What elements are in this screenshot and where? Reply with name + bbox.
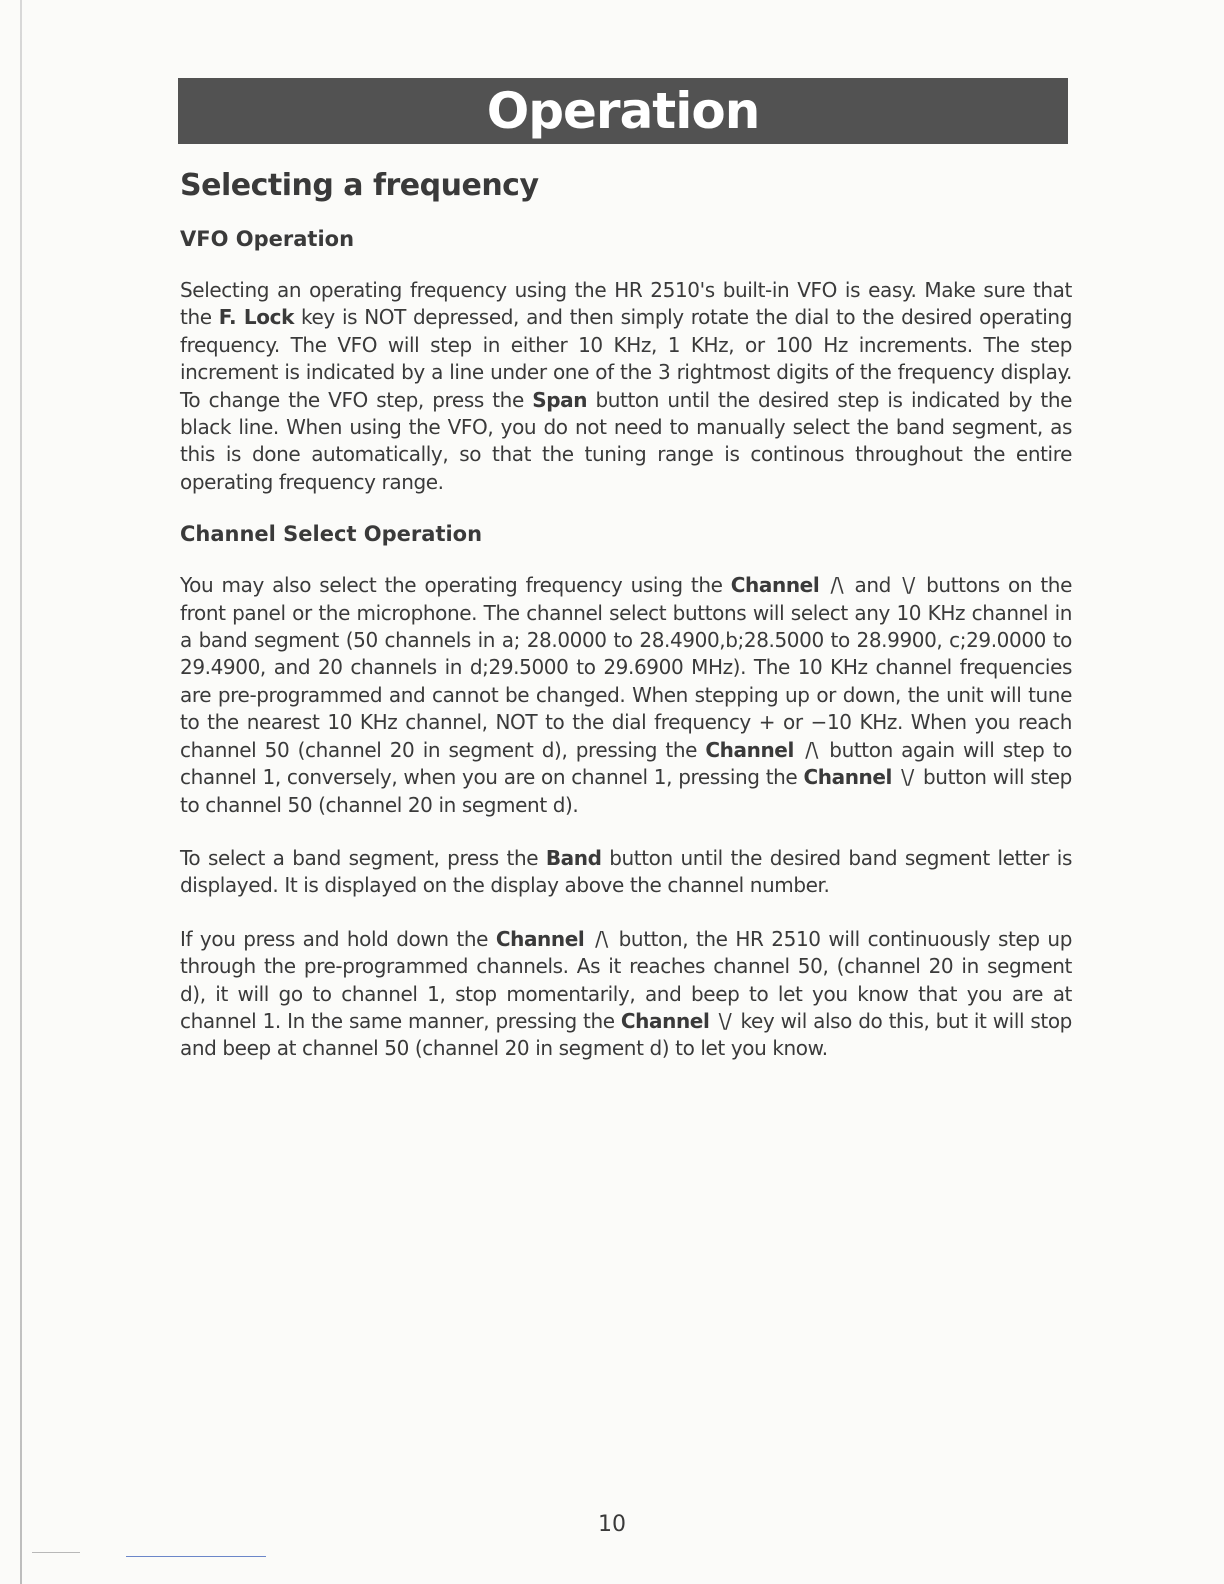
text-run: buttons on the front panel or the microphone. The channel select buttons will select any 10 KHz channel in a band segment (50 channels in a; 28.0000 to 28.4900,b;28.5000 to 28.9900, c;29.0000 to 29.4900, and 20 channels in d;29.5000 to 29.6900 MHz). The 10 KHz channel frequencies are pre-programmed and cannot be changed. When stepping up or down, the unit will tune to the nearest 10 KHz channel, NOT to the dial frequency + or −10 KHz. When you reach channel 50 (channel 20 in segment d), pressing the [180, 573, 1072, 762]
text-run: button will step to channel 50 (channel 20 in segment d). [180, 765, 1072, 817]
channel-paragraph-3 [180, 926, 1072, 1063]
page-content [180, 168, 1072, 1089]
up-arrow-icon: /\ [595, 926, 608, 951]
text-run: and [846, 573, 900, 598]
text-run: If you press and hold down the [180, 926, 496, 951]
channel-heading: Channel Select Operation [180, 522, 483, 547]
channel-paragraph-2 [180, 845, 1072, 900]
key-name-channel: Channel [705, 737, 794, 762]
down-arrow-icon: \/ [901, 765, 914, 790]
vfo-paragraph [180, 277, 1072, 496]
text-run: button, the HR 2510 will continuously step up through the pre-programmed channels. As it reaches channel 50, (channel 20 in segment d), it will go to channel 1, stop momentarily, and beep to let you know that you are at channel 1. In the same manner, pressing the [180, 926, 1072, 1033]
text-run: button again will step to channel 1, conversely, when you are on channel 1, pressing the [180, 737, 1072, 790]
down-arrow-icon: \/ [902, 573, 915, 598]
up-arrow-icon: /\ [830, 573, 844, 598]
channel-paragraph-1 [180, 572, 1072, 819]
key-name-channel: Channel [620, 1008, 710, 1033]
text-run: key is NOT depressed, and then simply rotate the dial to the desired operating frequency. The VFO will step in either 10 KHz, 1 KHz, or 100 Hz increments. The step increment is indicated by a line under one of the 3 rightmost digits of the frequency display. To change the VFO step, press the [180, 305, 1072, 412]
key-name-band: Band [545, 845, 602, 870]
text-run: key wil also do this, but it will stop and beep at channel 50 (channel 20 in segment d) to let you know. [180, 1008, 1072, 1061]
key-name-span: Span [532, 387, 588, 412]
chapter-title: Operation [486, 82, 760, 140]
key-name-f-lock: F. Lock [218, 305, 294, 330]
text-run: You may also select the operating frequency using the [180, 573, 731, 598]
up-arrow-icon: /\ [805, 737, 818, 762]
scan-mark [32, 1552, 80, 1553]
scan-edge [20, 0, 22, 1584]
chapter-banner [178, 78, 1068, 144]
page-number: 10 [598, 1512, 626, 1537]
key-name-channel: Channel [803, 765, 893, 790]
text-run: Selecting an operating frequency using the HR 2510's built-in VFO is easy. Make sure that the [180, 278, 1072, 330]
scan-underline [126, 1556, 266, 1557]
text-run: button until the desired band segment letter is displayed. It is displayed on the display above the channel number. [180, 845, 1072, 898]
key-name-channel: Channel [730, 573, 820, 598]
vfo-heading: VFO Operation [180, 227, 355, 251]
down-arrow-icon: \/ [718, 1008, 732, 1033]
section-title: Selecting a frequency [180, 168, 539, 203]
text-run: button until the desired step is indicated by the black line. When using the VFO, you do not need to manually select the band segment, as this is done automatically, so that the tuning range is continous throughout the entire operating frequency range. [180, 387, 1073, 494]
key-name-channel: Channel [495, 926, 585, 951]
text-run: To select a band segment, press the [180, 845, 546, 870]
